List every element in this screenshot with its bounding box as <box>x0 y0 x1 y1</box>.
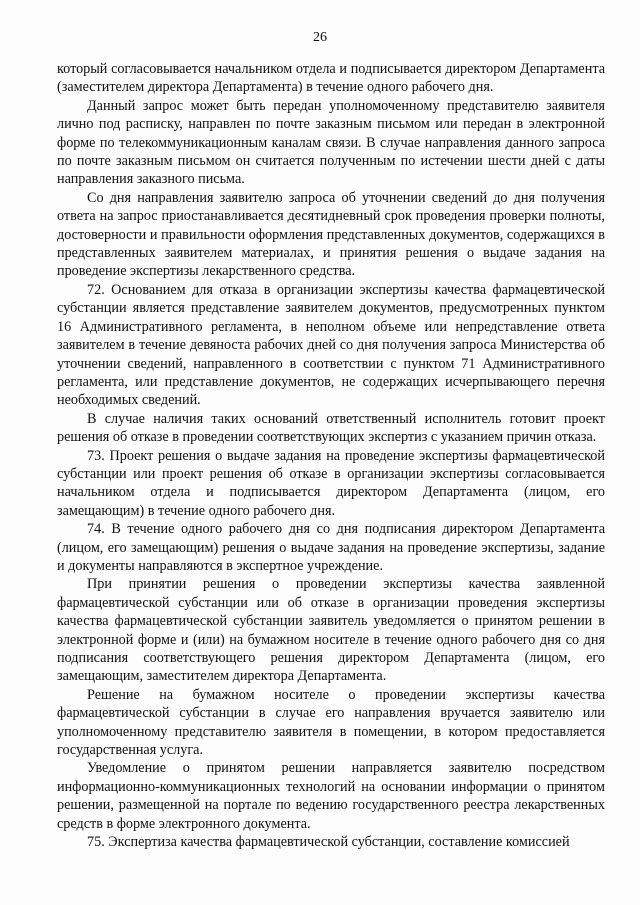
paragraph: 72. Основанием для отказа в организации экспертизы качества фармацевтической субстанции является представление заявителем документов, предусмотренных пунктом 16 Административного регламента, в неполном объеме или непредставление ответа заявителем в течение девяноста рабочих дней со дня получения запроса Министерства об уточнении сведений, направленного в соответствии с пунктом 71 Административного регламента, или представление документов, не содержащих исчерпывающего перечня необходимых сведений. <box>57 281 605 409</box>
paragraph: Со дня направления заявителю запроса об уточнении сведений до дня получения ответа на запрос приостанавливается десятидневный срок проведения проверки полноты, достоверности и правильности оформления представленных документов, содержащихся в представленных заявителем материалах, и принятия решения о выдаче задания на проведение экспертизы лекарственного средства. <box>57 189 605 280</box>
paragraph: Данный запрос может быть передан уполномоченному представителю заявителя лично под расписку, направлен по почте заказным письмом или передан в электронной форме по телекоммуникационным каналам связи. В случае направления данного запроса по почте заказным письмом он считается полученным по истечении шести дней с даты направления заказного письма. <box>57 97 605 188</box>
paragraph: Решение на бумажном носителе о проведении экспертизы качества фармацевтической субстанции в случае его направления вручается заявителю или уполномоченному представителю заявителя в помещении, в котором предоставляется государственная услуга. <box>57 686 605 759</box>
paragraph: При принятии решения о проведении экспертизы качества заявленной фармацевтической субстанции или об отказе в организации проведения экспертизы качества фармацевтической субстанции заявитель уведомляется о принятом решении в электронной форме и (или) на бумажном носителе в течение одного рабочего дня со дня подписания соответствующего решения директором Департамента (лицом, его замещающим, заместителем директора Департамента. <box>57 576 605 685</box>
paragraph: В случае наличия таких оснований ответственный исполнитель готовит проект решения об отказе в проведении соответствующих экспертиз с указанием причин отказа. <box>57 410 605 446</box>
paragraph: Уведомление о принятом решении направляется заявителю посредством информационно-коммуникационных технологий на основании информации о принятом решении, размещенной на портале по ведению государственного реестра лекарственных средств в форме электронного документа. <box>57 760 605 832</box>
paragraph: 74. В течение одного рабочего дня со дня подписания директором Департамента (лицом, его замещающим) решения о выдаче задания на проведение экспертизы, задание и документы направляются в экспертное учреждение. <box>57 521 605 574</box>
paragraph: который согласовывается начальником отдела и подписывается директором Департамента (заместителем директора Департамента) в течение одного рабочего дня. <box>57 61 605 96</box>
paragraph: 75. Экспертиза качества фармацевтической субстанции, составление комиссией <box>87 834 570 851</box>
document-body <box>57 60 605 851</box>
paragraph: 73. Проект решения о выдаче задания на проведение экспертизы фармацевтической субстанции или проект решения об отказе в организации экспертизы согласовывается начальником отдела и подписывается директором Департамента (лицом, его замещающим) в течение одного рабочего дня. <box>57 447 605 519</box>
page-number: 26 <box>313 30 327 45</box>
